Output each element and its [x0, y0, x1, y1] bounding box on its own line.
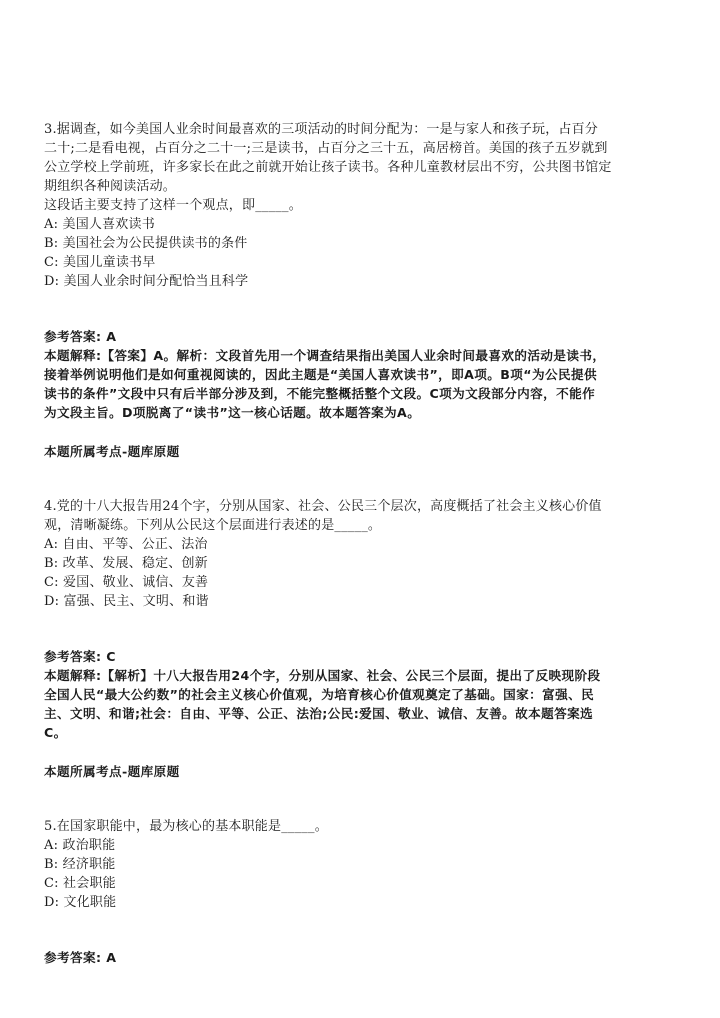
question-3-answer: 参考答案: A: [44, 329, 117, 344]
question-3-topic: 本题所属考点-题库原题: [44, 444, 180, 459]
question-3-stem-line-3: 公立学校上学前班，许多家长在此之前就开始让孩子读书。各种儿童教材层出不穷，公共图书馆定: [44, 160, 612, 175]
question-3-option-d: D: 美国人业余时间分配恰当且科学: [44, 274, 249, 289]
question-4-explanation-line-2: 全国人民“最大公约数”的社会主义核心价值观，为培育核心价值观奠定了基础。国家：富强、民: [44, 687, 595, 702]
question-4-option-c: C: 爱国、敬业、诚信、友善: [44, 575, 209, 590]
question-5-answer: 参考答案: A: [44, 950, 117, 965]
question-4-explanation-line-4: C。: [44, 725, 67, 740]
question-4-option-a: A: 自由、平等、公正、法治: [44, 537, 208, 552]
question-5-option-c: C: 社会职能: [44, 876, 116, 891]
question-4-option-b: B: 改革、发展、稳定、创新: [44, 556, 208, 571]
question-3-explanation-line-2: 接着举例说明他们是如何重视阅读的，因此主题是“美国人喜欢读书”，即A项。B项“为公民提供: [44, 367, 597, 382]
question-5-option-b: B: 经济职能: [44, 857, 116, 872]
question-4-explanation-line-3: 主、文明、和谐;社会：自由、平等、公正、法治;公民:爱国、敬业、诚信、友善。故本题答案选: [44, 706, 594, 721]
question-4-option-d: D: 富强、民主、文明、和谐: [44, 594, 209, 609]
question-4-topic: 本题所属考点-题库原题: [44, 764, 180, 779]
question-3-explanation-line-4: 为文段主旨。D项脱离了“读书”这一核心话题。故本题答案为A。: [44, 405, 421, 420]
question-3-stem-line-1: 3.据调查，如今美国人业余时间最喜欢的三项活动的时间分配为：一是与家人和孩子玩，占百分: [44, 122, 599, 137]
question-3-stem-line-5: 这段话主要支持了这样一个观点，即_____。: [44, 198, 302, 213]
question-3-stem-line-4: 期组织各种阅读活动。: [44, 179, 177, 194]
question-3-option-b: B: 美国社会为公民提供读书的条件: [44, 236, 248, 251]
question-5-option-a: A: 政治职能: [44, 838, 116, 853]
question-3-option-c: C: 美国儿童读书早: [44, 255, 156, 270]
question-3-stem-line-2: 二十;二是看电视，占百分之二十一;三是读书，占百分之三十五，高居榜首。美国的孩子五岁就到: [44, 141, 608, 156]
question-4-explanation-line-1: 本题解释:【解析】十八大报告用24个字，分别从国家、社会、公民三个层面，提出了反映现阶段: [44, 668, 601, 683]
document-page: [44, 0, 680, 1018]
question-5-stem-line-1: 5.在国家职能中，最为核心的基本职能是_____。: [44, 819, 328, 834]
question-4-stem-line-2: 观，清晰凝练。下列从公民这个层面进行表述的是_____。: [44, 518, 382, 533]
question-3-explanation-line-1: 本题解释:【答案】A。解析：文段首先用一个调查结果指出美国人业余时间最喜欢的活动是读书，: [44, 348, 606, 363]
question-5-option-d: D: 文化职能: [44, 895, 117, 910]
question-3-explanation-line-3: 读书的条件”文段中只有后半部分涉及到，不能完整概括整个文段。C项为文段部分内容，不能作: [44, 386, 596, 401]
question-4-answer: 参考答案: C: [44, 649, 116, 664]
question-3-option-a: A: 美国人喜欢读书: [44, 217, 155, 232]
question-4-stem-line-1: 4.党的十八大报告用24个字，分别从国家、社会、公民三个层次，高度概括了社会主义核心价值: [44, 499, 602, 514]
